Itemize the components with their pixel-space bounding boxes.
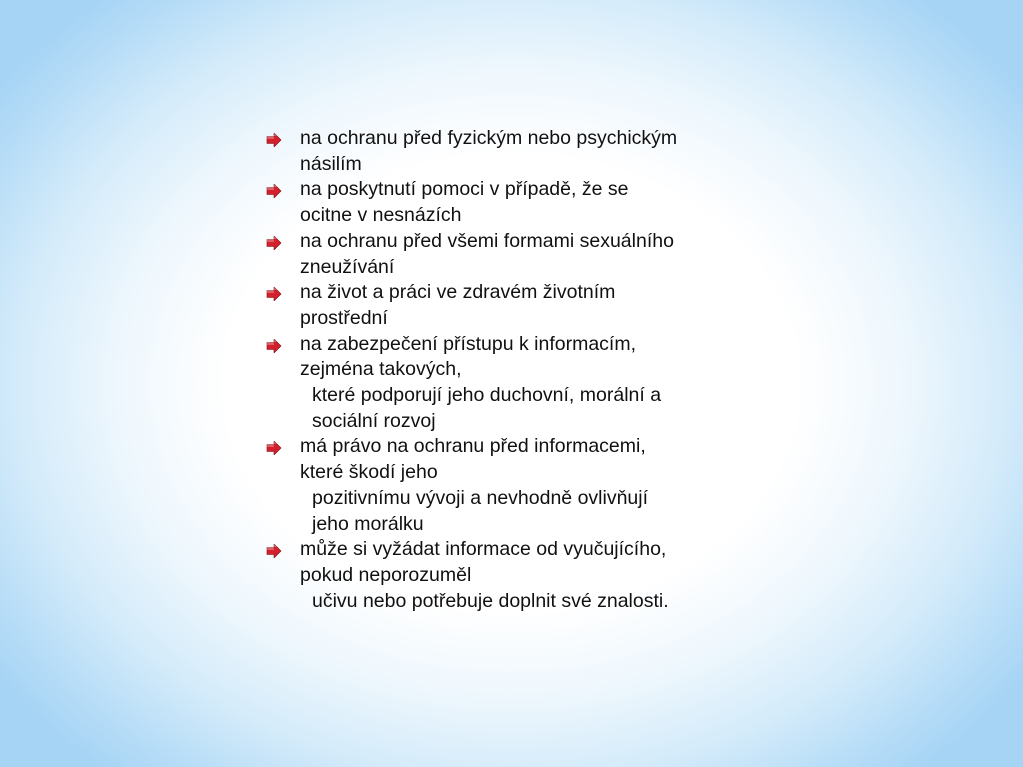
list-item bbox=[266, 332, 766, 435]
list-item-line: na poskytnutí pomoci v případě, že se bbox=[300, 178, 629, 201]
red-arrow-bullet-icon bbox=[266, 180, 282, 194]
list-item bbox=[266, 229, 766, 280]
list-item-line: ocitne v nesnázích bbox=[300, 204, 462, 227]
list-item-line: na ochranu před fyzickým nebo psychickým bbox=[300, 127, 678, 149]
list-item-line: zneužívání bbox=[300, 255, 395, 278]
list-item-line: jeho morálku bbox=[312, 512, 424, 535]
list-item-line: může si vyžádat informace od vyučujícího, bbox=[300, 538, 667, 561]
list-item-line: které podporují jeho duchovní, morální a bbox=[312, 384, 662, 407]
list-item bbox=[266, 280, 766, 331]
list-item-line: učivu nebo potřebuje doplnit své znalosti. bbox=[312, 589, 669, 612]
red-arrow-bullet-icon bbox=[266, 437, 282, 451]
list-item-line: prostřední bbox=[300, 306, 388, 329]
list-item bbox=[266, 126, 766, 177]
list-item-line: na zabezpečení přístupu k informacím, bbox=[300, 332, 637, 355]
list-item-line: které škodí jeho bbox=[300, 461, 438, 484]
list-item-line: pokud neporozuměl bbox=[300, 563, 472, 586]
list-item-line: zejména takových, bbox=[300, 358, 462, 381]
list-item-line: na ochranu před všemi formami sexuálního bbox=[300, 229, 674, 252]
red-arrow-bullet-icon bbox=[266, 335, 282, 349]
list-item-line: má právo na ochranu před informacemi, bbox=[300, 435, 646, 458]
list-item bbox=[266, 537, 766, 614]
red-arrow-bullet-icon bbox=[266, 129, 282, 143]
bullet-list bbox=[266, 126, 766, 614]
list-item-line: pozitivnímu vývoji a nevhodně ovlivňují bbox=[312, 486, 649, 509]
red-arrow-bullet-icon bbox=[266, 283, 282, 297]
list-item-line: sociální rozvoj bbox=[312, 409, 436, 432]
list-item-line: na život a práci ve zdravém životním bbox=[300, 281, 616, 304]
red-arrow-bullet-icon bbox=[266, 540, 282, 554]
red-arrow-bullet-icon bbox=[266, 232, 282, 246]
list-item bbox=[266, 434, 766, 537]
list-item bbox=[266, 177, 766, 228]
list-item-line: násilím bbox=[300, 152, 362, 175]
